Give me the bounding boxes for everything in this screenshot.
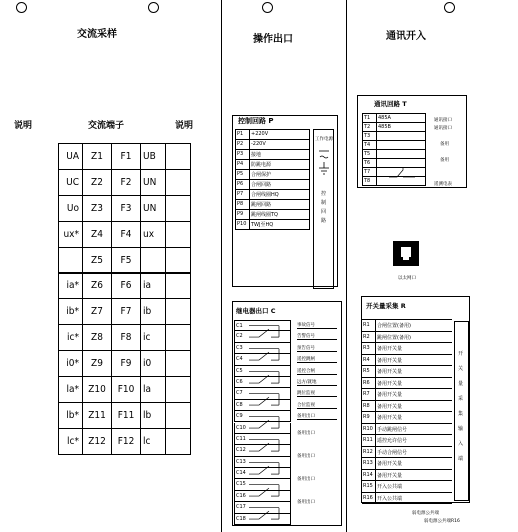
relay-contact-icon [249, 502, 289, 525]
switch-side-char: 输 [458, 426, 464, 432]
row-divider [375, 458, 376, 469]
relay-row-id: C6 [236, 378, 243, 385]
ac-terminal-f: F1 [111, 143, 141, 170]
relay-output-rows [234, 320, 291, 525]
comm-row [363, 132, 425, 141]
comm-row [363, 123, 425, 132]
switch-side-char: 采 [458, 396, 464, 402]
switch-side-char: 关 [458, 366, 464, 372]
switch-row [362, 366, 452, 378]
relay-row-id: C7 [236, 390, 243, 397]
control-row [236, 130, 309, 140]
control-side-top: 工作电源 [315, 137, 333, 142]
switch-row [362, 412, 452, 424]
ac-note-right: lb [140, 402, 166, 429]
row-divider [375, 447, 376, 458]
comm-row-id: T2 [364, 124, 371, 130]
ac-terminal-f: F7 [111, 298, 141, 325]
row-divider [249, 150, 250, 159]
ac-note-right: la [140, 376, 166, 403]
ac-blank-cell [165, 195, 191, 222]
control-loop-rows [235, 129, 310, 230]
row-divider [376, 177, 377, 185]
ac-terminal-z: Z5 [82, 247, 112, 274]
control-row-label: +220V [251, 131, 269, 137]
relay-contact-icon [249, 366, 289, 389]
switch-row-id: R1 [363, 322, 370, 328]
control-side-label [321, 190, 326, 226]
control-row-label: 合闸回路 [251, 182, 272, 188]
ac-note-right: UB [140, 143, 166, 170]
comm-row-label: 485B [378, 124, 391, 130]
switch-row-label: 备用开关量 [377, 472, 403, 479]
relay-row-id: C2 [236, 333, 243, 340]
switch-row [362, 435, 452, 447]
relay-side-label: 跳位监视 [297, 390, 337, 397]
ac-terminal-z: Z2 [82, 169, 112, 196]
ground-symbol-icon [319, 148, 329, 178]
ac-note-left: lb* [58, 402, 83, 429]
comm-row-id: T5 [364, 151, 371, 157]
ac-terminal-f: F2 [111, 169, 141, 196]
relay-row-id: C14 [236, 470, 246, 477]
ac-terminal-z: Z3 [82, 195, 112, 222]
switch-row [362, 401, 452, 413]
relay-side-label: 远方/就地 [297, 379, 337, 386]
ac-terminal-f: F12 [111, 428, 141, 455]
switch-row-id: R5 [363, 368, 370, 374]
switch-row [362, 481, 452, 493]
switch-contact-icon [389, 167, 415, 179]
ac-note-right [140, 247, 166, 274]
switch-row-label: 备用开关量 [377, 346, 403, 352]
ac-blank-cell [165, 273, 191, 300]
row-divider [376, 114, 377, 122]
comm-row-id: T6 [364, 160, 371, 166]
comm-side-label: 通讯接口 [434, 126, 452, 131]
ac-blank-cell [165, 221, 191, 248]
comm-loop-panel [357, 95, 467, 188]
switch-row-label: 合闸位置(备用) [377, 323, 411, 329]
control-row [236, 150, 309, 160]
ac-note-right: UN [140, 195, 166, 222]
ac-blank-cell [165, 247, 191, 274]
switch-footer-2: 弱电源公共端R16 [424, 519, 460, 524]
col-header-ac-terminal: 交流端子 [88, 121, 125, 131]
switch-row-label: 备用开关量 [377, 403, 403, 410]
row-divider [249, 220, 250, 229]
relay-contact-icon [249, 320, 289, 343]
comm-row-id: T1 [364, 115, 371, 121]
ethernet-label: 以太网口 [398, 276, 416, 281]
control-side-char: 路 [321, 218, 327, 224]
switch-row-label: 跳闸位置(备用) [377, 334, 411, 341]
relay-side-label: 事故信号 [297, 322, 337, 329]
ac-terminal-z: Z8 [82, 324, 112, 351]
switch-row-id: R14 [363, 471, 373, 478]
control-side-char: 回 [321, 209, 327, 215]
mounting-hole-icon [262, 2, 273, 13]
switch-row-label: 备用开关量 [377, 461, 403, 467]
row-divider [375, 493, 376, 504]
panel-divider [221, 0, 222, 532]
ac-note-left: ic* [58, 324, 83, 351]
row-divider [375, 320, 376, 331]
ac-terminal-z: Z4 [82, 221, 112, 248]
ac-terminal-z: Z9 [82, 350, 112, 377]
relay-row-id: C18 [236, 515, 246, 522]
ac-terminal-f: F6 [111, 273, 141, 300]
ac-blank-cell [165, 169, 191, 196]
switch-row-id: R7 [363, 391, 370, 397]
row-divider [249, 170, 250, 179]
switch-row-id: R13 [363, 460, 373, 466]
switch-row-label: 备用开关量 [377, 392, 403, 398]
switch-row [362, 424, 452, 436]
control-row [236, 180, 309, 190]
switch-row [362, 355, 452, 367]
relay-contact-icon [249, 388, 289, 411]
switch-row [362, 332, 452, 344]
switch-row-label: 开入公共端 [377, 484, 403, 490]
row-divider [376, 150, 377, 158]
control-row-id: P1 [237, 131, 244, 137]
control-row-id: P8 [237, 201, 244, 207]
ac-terminal-f: F9 [111, 350, 141, 377]
switch-row-id: R16 [363, 494, 373, 501]
mounting-hole-icon [444, 2, 455, 13]
relay-row-id: C11 [236, 435, 246, 442]
comm-loop-rows [362, 113, 426, 186]
control-row-label: TWJ至HQ [251, 222, 274, 228]
control-row [236, 190, 309, 200]
row-divider [375, 481, 376, 492]
row-divider [249, 130, 250, 139]
ac-terminal-f: F4 [111, 221, 141, 248]
relay-contact-icon [249, 457, 289, 480]
switch-row-label: 遥控允许信号 [377, 438, 408, 444]
control-row [236, 170, 309, 180]
relay-side-label: 遥控跳闸 [297, 356, 337, 363]
row-divider [375, 412, 376, 423]
row-divider [249, 160, 250, 169]
control-loop-title: 控制回路 P [238, 117, 274, 125]
control-row-id: P9 [237, 211, 244, 217]
relay-contact-icon [249, 411, 289, 434]
control-row-id: P3 [237, 151, 244, 157]
ac-note-right: lc [140, 428, 166, 455]
ac-note-left [58, 247, 83, 274]
switch-side-box [454, 321, 469, 501]
control-row [236, 140, 309, 150]
ac-note-left: ux* [58, 221, 83, 248]
control-row-id: P7 [237, 191, 244, 197]
ac-note-right: i0 [140, 350, 166, 377]
ac-note-left: lc* [58, 428, 83, 455]
relay-side-label: 备用出口 [297, 453, 315, 459]
ac-terminal-f: F10 [111, 376, 141, 403]
row-divider [249, 140, 250, 149]
relay-output-panel [232, 301, 342, 526]
switch-row [362, 378, 452, 390]
col-header-note-left: 说明 [14, 121, 33, 131]
relay-row-id: C17 [236, 504, 246, 511]
comm-row-id: T3 [364, 133, 371, 139]
switch-side-label [458, 347, 463, 467]
switch-row [362, 343, 452, 355]
switch-row-label: 手动跳闸信号 [377, 426, 408, 433]
section-title-comm-input: 通讯开入 [386, 31, 426, 42]
comm-loop-title: 通讯回路 T [374, 100, 407, 108]
switch-row-label: 开入公共端 [377, 495, 403, 502]
row-divider [375, 378, 376, 389]
relay-contact-icon [249, 434, 289, 457]
control-row-label: -220V [251, 141, 266, 147]
comm-side-label: 遥测电表 [434, 182, 452, 187]
row-divider [249, 180, 250, 189]
switch-row-id: R10 [363, 425, 373, 432]
ac-note-left: ia* [58, 273, 83, 300]
row-divider [375, 355, 376, 366]
switch-side-char: 入 [458, 441, 464, 447]
ac-note-right: ux [140, 221, 166, 248]
comm-row-id: T4 [364, 142, 371, 148]
switch-input-rows [362, 319, 452, 504]
ac-terminal-f: F5 [111, 247, 141, 274]
control-row-label: 跳闸回路 [251, 202, 272, 208]
relay-contact-icon [249, 479, 289, 502]
switch-row-id: R15 [363, 483, 373, 489]
mounting-hole-icon [16, 2, 27, 13]
ac-note-left: Uo [58, 195, 83, 222]
comm-side-label: 备用 [440, 158, 449, 163]
control-side-box [313, 129, 334, 289]
row-divider [375, 435, 376, 446]
switch-footer-1: 弱电源公共端 [412, 511, 439, 516]
switch-side-char: 量 [458, 381, 464, 387]
switch-row-label: 手动合闸信号 [377, 449, 408, 456]
row-divider [376, 168, 377, 176]
relay-side-label: 备用出口 [297, 476, 315, 482]
comm-row [363, 141, 425, 150]
ac-terminal-z: Z1 [82, 143, 112, 170]
control-row-id: P2 [237, 141, 244, 147]
relay-row-id: C5 [236, 367, 243, 374]
ethernet-port-icon [393, 241, 419, 266]
ac-note-right: ia [140, 273, 166, 300]
control-row-label: 防跳电源 [251, 162, 272, 168]
switch-row-id: R6 [363, 379, 370, 386]
relay-row-id: C15 [236, 481, 246, 488]
comm-row-id: T7 [364, 169, 371, 175]
ac-blank-cell [165, 350, 191, 377]
row-divider [376, 159, 377, 167]
col-header-note-right: 说明 [175, 121, 194, 131]
switch-row-id: R4 [363, 356, 370, 363]
relay-contact-icon [249, 343, 289, 366]
row-divider [375, 470, 376, 481]
row-divider [376, 123, 377, 131]
relay-side-label: 预告信号 [297, 345, 337, 352]
relay-row-id: C9 [236, 413, 243, 420]
ac-terminal-z: Z10 [82, 376, 112, 403]
switch-side-char: 开 [458, 351, 464, 357]
switch-row [362, 320, 452, 332]
ac-blank-cell [165, 298, 191, 325]
comm-row-label: 485A [378, 115, 391, 121]
switch-row-label: 备用开关量 [377, 380, 403, 387]
switch-row-label: 备用开关量 [377, 415, 403, 421]
relay-side-label: 合位监视 [297, 402, 337, 409]
comm-row [363, 150, 425, 159]
comm-side-label: 备用 [440, 142, 449, 147]
switch-input-title: 开关量采集 R [366, 302, 406, 310]
ac-note-right: ib [140, 298, 166, 325]
row-divider [375, 366, 376, 377]
control-row-label: 接地 [251, 152, 262, 158]
relay-side-label: 告警信号 [297, 333, 337, 340]
ac-note-left: UC [58, 169, 83, 196]
switch-row [362, 447, 452, 459]
control-loop-panel [232, 115, 338, 287]
ac-note-right: UN [140, 169, 166, 196]
control-row [236, 200, 309, 210]
relay-side-label: 备用出口 [297, 499, 315, 505]
control-row-label: 合闸线圈HQ [251, 192, 279, 198]
comm-row-id: T8 [364, 178, 371, 184]
ac-blank-cell [165, 428, 191, 455]
control-row-id: P6 [237, 181, 244, 187]
switch-input-panel [361, 296, 470, 503]
panel-divider [346, 0, 347, 532]
relay-row-id: C4 [236, 356, 243, 363]
switch-row-label: 备用开关量 [377, 369, 403, 375]
control-row-label: 跳闸线圈TQ [251, 212, 278, 218]
control-row [236, 160, 309, 170]
control-side-char: 制 [321, 200, 327, 206]
section-title-operation-output: 操作出口 [253, 34, 293, 45]
relay-row-id: C12 [236, 447, 246, 454]
control-row-label: 合闸保护 [251, 172, 272, 178]
row-divider [376, 141, 377, 149]
switch-row-id: R8 [363, 402, 370, 409]
ac-terminal-f: F11 [111, 402, 141, 429]
relay-row-id: C3 [236, 344, 243, 351]
relay-side-label: 备用出口 [297, 413, 337, 420]
switch-side-char: 端 [458, 456, 464, 462]
row-divider [249, 200, 250, 209]
relay-side-label: 备用出口 [297, 431, 315, 437]
ac-blank-cell [165, 376, 191, 403]
ac-blank-cell [165, 143, 191, 170]
relay-side-labels [297, 320, 341, 525]
relay-side-label: 遥控合闸 [297, 368, 337, 375]
comm-side-label: 通讯接口 [434, 118, 452, 123]
section-title-ac-sampling: 交流采样 [77, 29, 117, 40]
ac-terminal-z: Z12 [82, 428, 112, 455]
control-row [236, 210, 309, 220]
control-row-id: P10 [237, 221, 247, 227]
ac-note-left: la* [58, 376, 83, 403]
ac-terminal-z: Z7 [82, 298, 112, 325]
ac-note-left: UA [58, 143, 83, 170]
switch-row [362, 493, 452, 505]
row-divider [375, 343, 376, 354]
ac-terminal-f: F8 [111, 324, 141, 351]
ac-note-right: ic [140, 324, 166, 351]
control-row-id: P5 [237, 171, 244, 177]
relay-row-id: C8 [236, 401, 243, 408]
control-side-char: 控 [321, 191, 327, 197]
switch-side-char: 集 [458, 411, 464, 417]
relay-row-id: C13 [236, 458, 246, 465]
relay-row-id: C10 [236, 424, 246, 431]
row-divider [375, 389, 376, 400]
row-divider [375, 401, 376, 412]
switch-row [362, 389, 452, 401]
ac-terminal-z: Z6 [82, 273, 112, 300]
switch-row-id: R9 [363, 414, 370, 420]
switch-row-id: R3 [363, 345, 370, 351]
relay-output-title: 继电器出口 C [236, 307, 276, 315]
row-divider [249, 190, 250, 199]
switch-row-id: R2 [363, 333, 370, 340]
switch-row-id: R12 [363, 448, 373, 455]
ac-blank-cell [165, 324, 191, 351]
row-divider [376, 132, 377, 140]
switch-row [362, 458, 452, 470]
ac-blank-cell [165, 402, 191, 429]
comm-row [363, 114, 425, 123]
mounting-hole-icon [148, 2, 159, 13]
control-row [236, 220, 309, 230]
control-row-id: P4 [237, 161, 244, 167]
switch-row-id: R11 [363, 437, 373, 443]
ac-terminal-f: F3 [111, 195, 141, 222]
row-divider [375, 424, 376, 435]
relay-row-id: C16 [236, 492, 246, 499]
relay-row-id: C1 [236, 323, 243, 329]
comm-side-labels [434, 115, 466, 185]
switch-row-label: 备用开关量 [377, 357, 403, 364]
row-divider [249, 210, 250, 219]
ac-note-left: ib* [58, 298, 83, 325]
switch-row [362, 470, 452, 482]
row-divider [375, 332, 376, 343]
ac-terminal-z: Z11 [82, 402, 112, 429]
ac-note-left: i0* [58, 350, 83, 377]
